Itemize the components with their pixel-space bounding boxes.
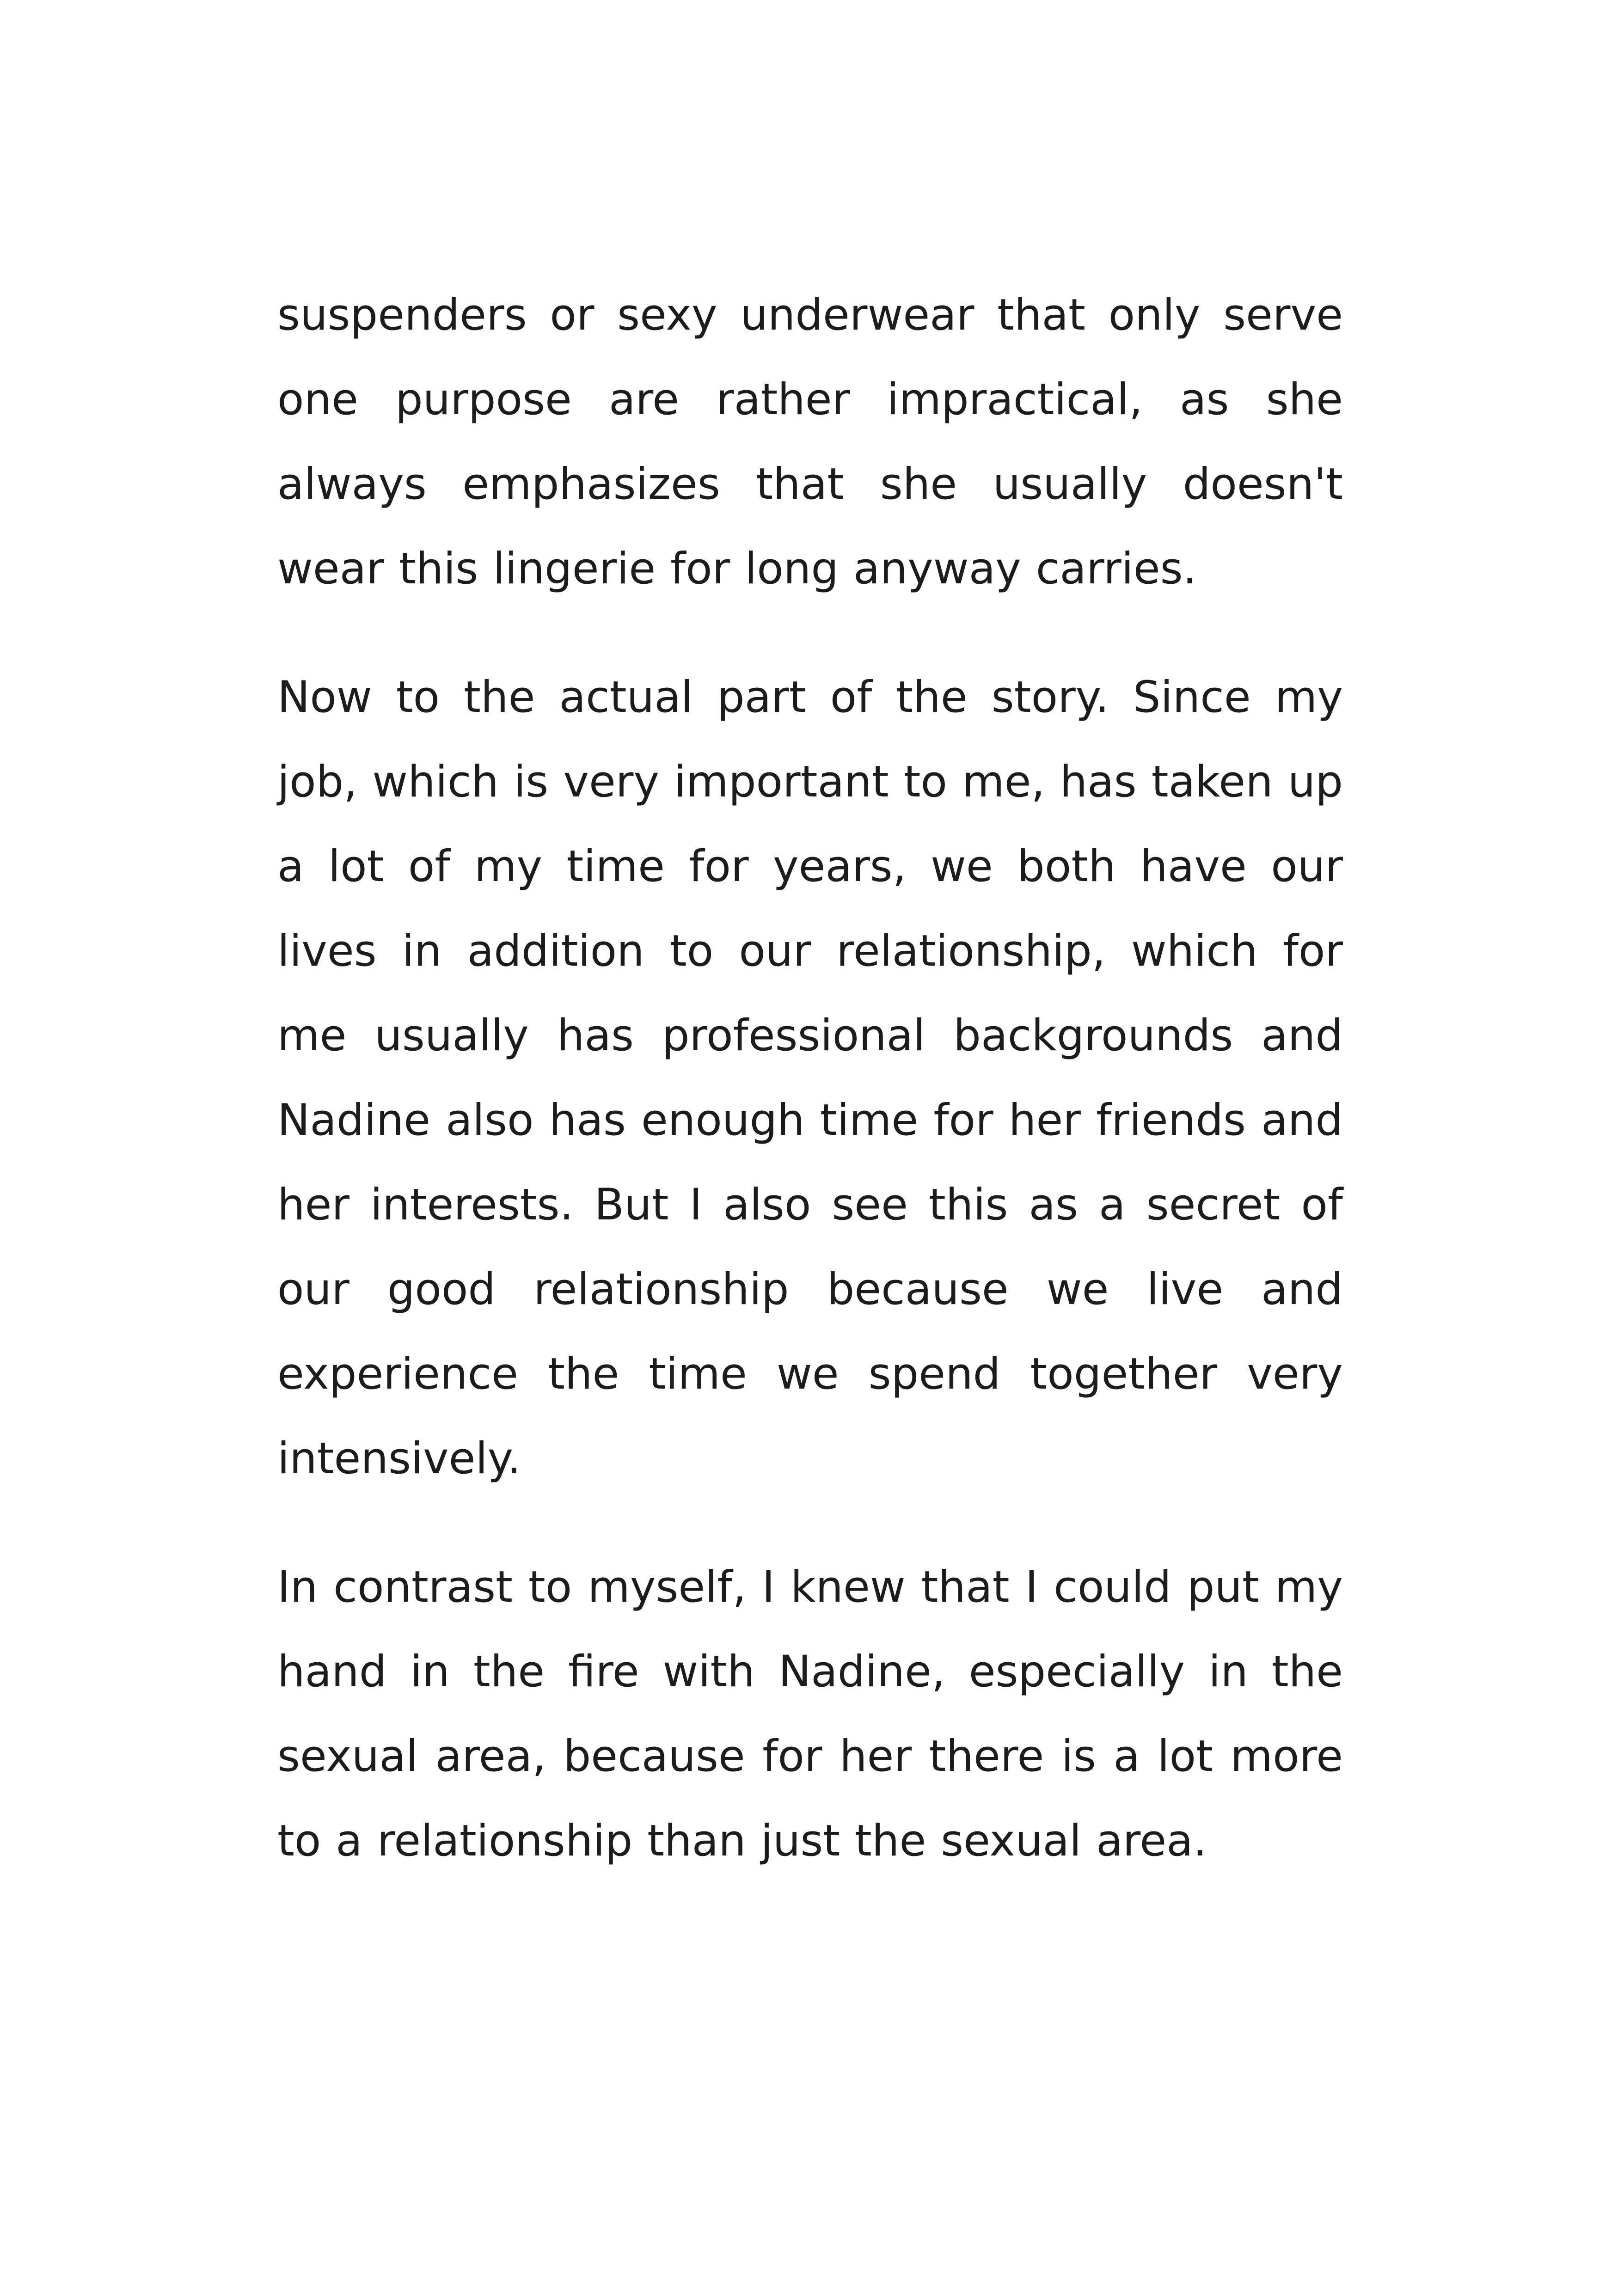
paragraph-3: In contrast to myself, I knew that I could put my hand in the fire with Nadine, especially in the sexual area, because for her there is a lot more to a relationship than just the sexual area.: [277, 1562, 1343, 1866]
body-text: [277, 273, 1343, 1883]
paragraph-1: suspenders or sexy underwear that only serve one purpose are rather impractical, as she always emphasizes that she usually doesn't wear this lingerie for long anyway carries.: [277, 290, 1343, 594]
paragraph-2: Now to the actual part of the story. Since my job, which is very important to me, has taken up a lot of my time for years, we both have our lives in addition to our relationship, which for me usually has professional backgrounds and Nadine also has enough time for her friends and her interests. But I also see this as a secret of our good relationship because we live and experience the time we spend together very intensively.: [277, 672, 1343, 1484]
